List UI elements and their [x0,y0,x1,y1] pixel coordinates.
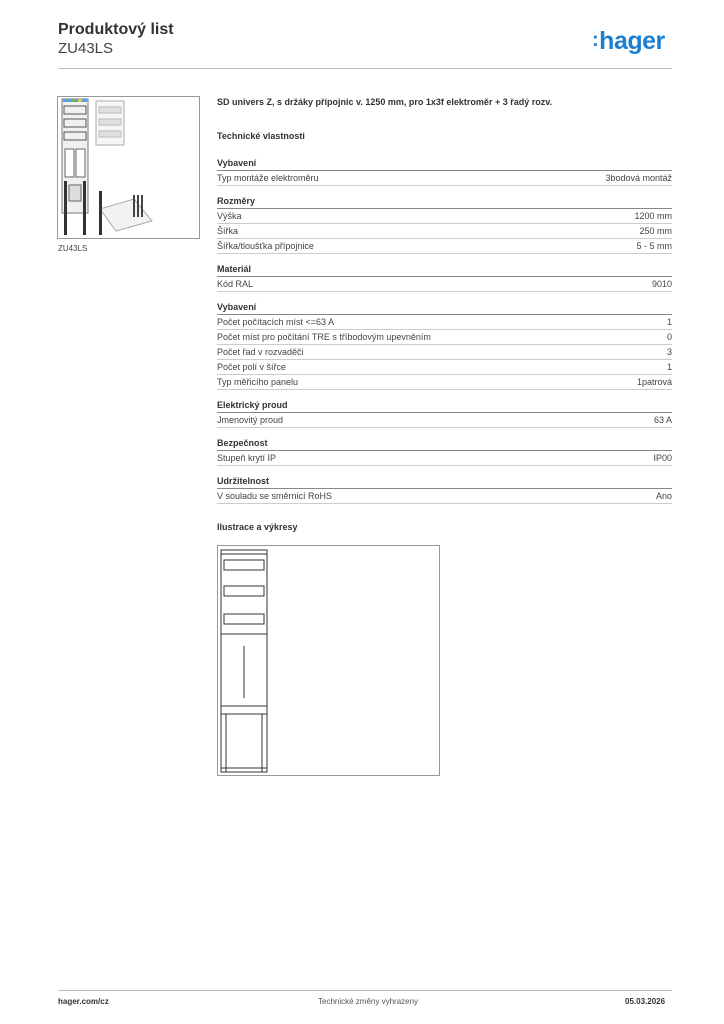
spec-group [217,158,672,186]
spec-value: 250 mm [639,226,672,236]
footer-date: 05.03.2026 [625,997,666,1006]
spec-value: 1 [666,317,672,327]
spec-row [217,489,672,504]
spec-row [217,171,672,186]
spec-label: Typ montáže elektroměru [217,173,319,183]
spec-group [217,302,672,390]
spec-row [217,345,672,360]
footer-divider [58,990,672,991]
spec-group-title: Vybavení [217,302,672,315]
cabinet-drawing-icon [218,546,439,775]
spec-row [217,315,672,330]
spec-label: Šířka [217,226,239,236]
spec-value: 3bodová montáž [605,173,672,183]
spec-value: 0 [666,332,672,342]
spec-label: Stupeň krytí IP [217,453,277,463]
spec-row [217,413,672,428]
spec-group [217,264,672,292]
spec-value: 1 [666,362,672,372]
spec-value: 9010 [651,279,672,289]
spec-value: 5 - 5 mm [636,241,672,251]
tech-properties-title: Technické vlastnosti [217,131,305,141]
spec-label: Počet počítacích míst <=63 A [217,317,335,327]
spec-value: IP00 [653,453,672,463]
spec-label: Šířka/tloušťka přípojnice [217,241,314,251]
spec-label: Výška [217,211,242,221]
spec-label: Kód RAL [217,279,254,289]
spec-row [217,330,672,345]
spec-group-title: Vybavení [217,158,672,171]
spec-groups [217,158,672,504]
spec-label: Počet řad v rozvaděči [217,347,304,357]
spec-group-title: Bezpečnost [217,438,672,451]
spec-label: Jmenovitý proud [217,415,284,425]
spec-label: Počet polí v šířce [217,362,287,372]
logo-text: hager [599,27,665,55]
spec-row [217,209,672,224]
hager-logo: :hager [592,27,665,55]
spec-row [217,451,672,466]
illustrations-title: Ilustrace a výkresy [217,522,298,532]
footer-website[interactable]: hager.com/cz [58,997,109,1006]
header-divider [58,68,672,69]
footer-disclaimer: Technické změny vyhrazeny [318,997,419,1006]
spec-group [217,196,672,254]
spec-value: Ano [655,491,672,501]
spec-group-title: Rozměry [217,196,672,209]
spec-value: 1200 mm [634,211,672,221]
spec-label: Typ měřicího panelu [217,377,299,387]
spec-value: 63 A [653,415,672,425]
technical-drawing [217,545,440,776]
spec-row [217,239,672,254]
spec-label: Počet míst pro počítání TRE s tříbodovým upevněním [217,332,431,342]
spec-row [217,277,672,292]
spec-group-title: Elektrický proud [217,400,672,413]
page-title: Produktový list [58,21,174,38]
image-caption: ZU43LS [58,244,88,253]
spec-group [217,438,672,466]
spec-group [217,476,672,504]
spec-row [217,360,672,375]
spec-group-title: Udržitelnost [217,476,672,489]
spec-group-title: Materiál [217,264,672,277]
spec-group [217,400,672,428]
spec-row [217,375,672,390]
spec-value: 1patrová [636,377,672,387]
spec-value: 3 [666,347,672,357]
spec-label: V souladu se směrnicí RoHS [217,491,333,501]
specs-section [217,97,672,540]
product-code: ZU43LS [58,40,114,57]
product-description: SD univers Z, s držáky přípojnic v. 1250 mm, pro 1x3f elektroměr + 3 řadý rozv. [217,97,553,107]
product-photo-icon [58,97,199,238]
spec-row [217,224,672,239]
product-image [57,96,200,239]
